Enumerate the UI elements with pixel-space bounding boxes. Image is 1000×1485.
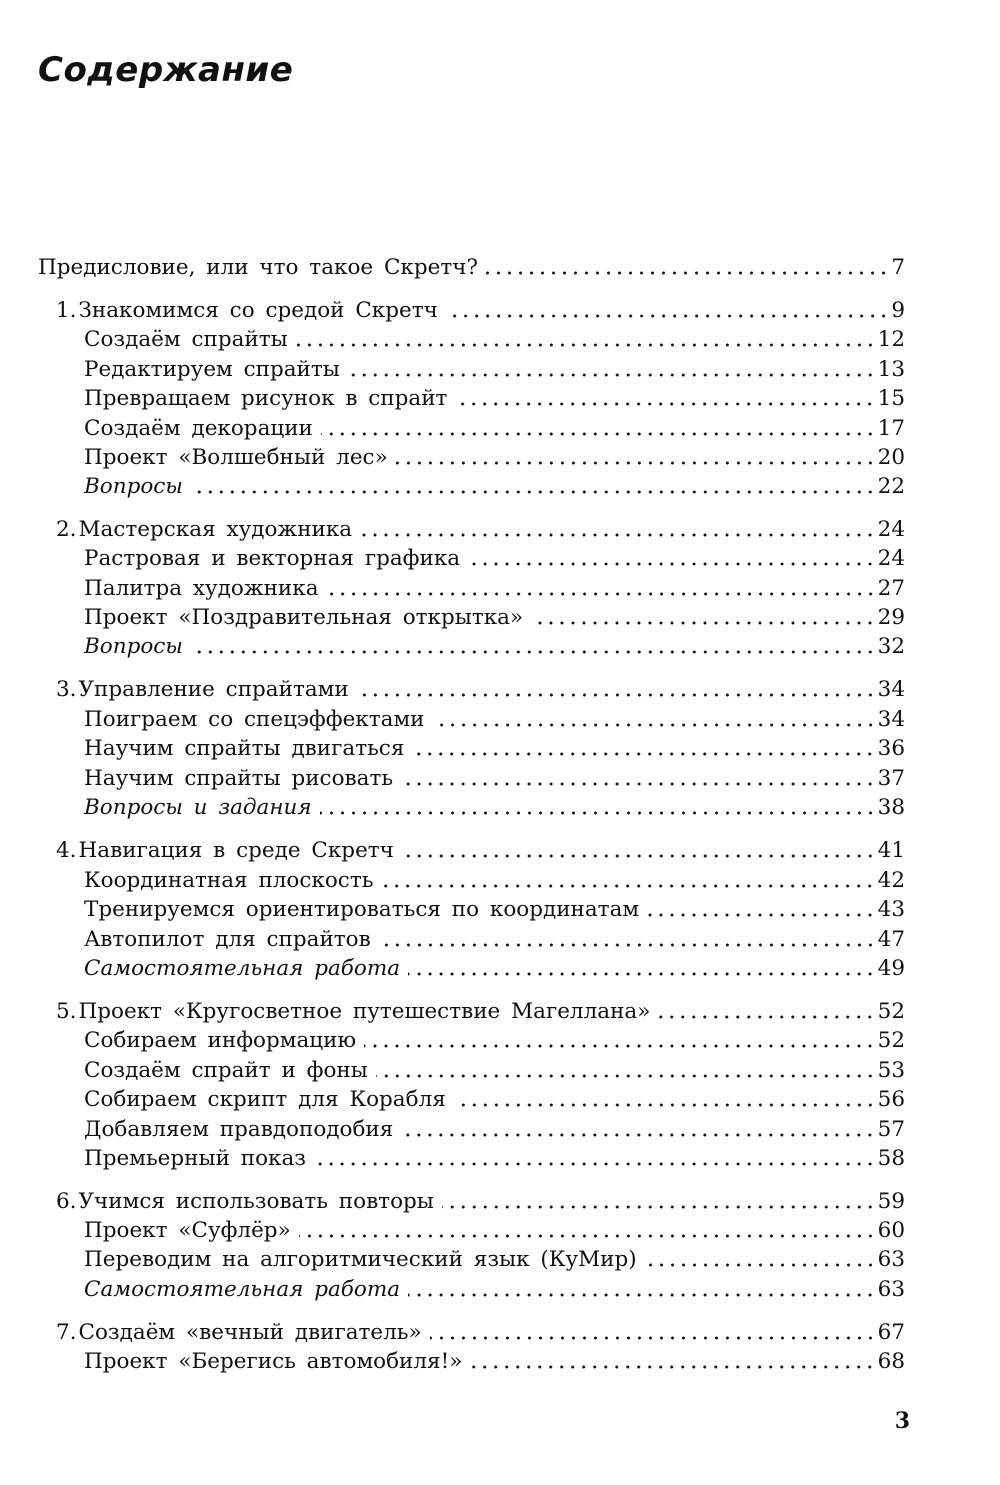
entry-page-number: 67 xyxy=(877,1319,905,1345)
entry-title: Навигация в среде Скретч xyxy=(78,837,394,863)
toc-section-entry[interactable] xyxy=(84,438,905,468)
dot-leader xyxy=(376,1074,876,1078)
toc-preface-entry[interactable] xyxy=(38,248,905,278)
dot-leader xyxy=(360,533,876,537)
entry-page-number: 9 xyxy=(891,297,905,323)
entry-page-number: 38 xyxy=(877,794,905,820)
entry-page-number: 63 xyxy=(877,1246,905,1272)
chapter-number: 3. xyxy=(56,676,77,702)
toc-section-entry[interactable] xyxy=(84,1021,905,1051)
entry-page-number: 57 xyxy=(877,1116,905,1142)
dot-leader xyxy=(314,1162,876,1166)
page-title: Содержание xyxy=(38,50,294,90)
entry-title: Редактируем спрайты xyxy=(84,356,340,382)
chapter-number: 4. xyxy=(56,837,77,863)
entry-page-number: 17 xyxy=(877,415,905,441)
toc-section-entry[interactable] xyxy=(84,788,905,818)
entry-title: Научим спрайты рисовать xyxy=(84,765,394,791)
entry-title: Учимся использовать повторы xyxy=(78,1188,434,1214)
entry-title: Проект «Поздравительная открытка» xyxy=(84,604,524,630)
entry-page-number: 63 xyxy=(877,1276,905,1302)
entry-page-number: 49 xyxy=(877,955,905,981)
entry-page-number: 24 xyxy=(877,545,905,571)
entry-title: Научим спрайты двигаться xyxy=(84,735,405,761)
toc-section-entry[interactable] xyxy=(84,1211,905,1241)
toc-section-entry[interactable] xyxy=(84,861,905,891)
toc-section-entry[interactable] xyxy=(84,627,905,657)
entry-page-number: 52 xyxy=(877,998,905,1024)
dot-leader xyxy=(396,461,876,465)
entry-page-number: 34 xyxy=(877,676,905,702)
dot-leader xyxy=(401,782,876,786)
dot-leader xyxy=(645,1263,876,1267)
entry-page-number: 15 xyxy=(877,385,905,411)
toc-section-entry[interactable] xyxy=(84,1342,905,1372)
entry-title: Проект «Кругосветное путешествие Магеллана» xyxy=(78,998,651,1024)
entry-page-number: 32 xyxy=(877,633,905,659)
entry-title: Самостоятельная работа xyxy=(84,1276,401,1302)
dot-leader xyxy=(296,343,876,347)
toc-section-entry[interactable] xyxy=(84,759,905,789)
entry-title: Управление спрайтами xyxy=(78,676,349,702)
entry-page-number: 36 xyxy=(877,735,905,761)
entry-page-number: 12 xyxy=(877,326,905,352)
entry-title: Автопилот для спрайтов xyxy=(84,926,371,952)
entry-page-number: 43 xyxy=(877,896,905,922)
dot-leader xyxy=(455,402,875,406)
entry-page-number: 20 xyxy=(877,444,905,470)
toc-section-entry[interactable] xyxy=(84,1240,905,1270)
entry-title: Превращаем рисунок в спрайт xyxy=(84,385,448,411)
dot-leader xyxy=(348,373,876,377)
entry-page-number: 58 xyxy=(877,1145,905,1171)
entry-title: Тренируемся ориентироваться по координатам xyxy=(84,896,640,922)
toc-section-entry[interactable] xyxy=(84,700,905,730)
entry-page-number: 34 xyxy=(877,706,905,732)
entry-page-number: 60 xyxy=(877,1217,905,1243)
entry-page-number: 13 xyxy=(877,356,905,382)
dot-leader xyxy=(430,1336,876,1340)
chapter-number: 2. xyxy=(56,516,77,542)
toc-section-entry[interactable] xyxy=(84,350,905,380)
entry-page-number: 52 xyxy=(877,1027,905,1053)
dot-leader xyxy=(401,1133,875,1137)
dot-leader xyxy=(364,1044,875,1048)
entry-title: Собираем информацию xyxy=(84,1027,357,1053)
entry-title: Вопросы xyxy=(84,473,183,499)
toc-section-entry[interactable] xyxy=(84,949,905,979)
entry-title: Знакомимся со средой Скретч xyxy=(78,297,438,323)
dot-leader xyxy=(320,811,876,815)
dot-leader xyxy=(647,913,876,917)
entry-title: Предисловие, или что такое Скретч? xyxy=(38,254,478,280)
entry-title: Мастерская художника xyxy=(78,516,353,542)
toc-chapter-entry[interactable] xyxy=(56,670,905,700)
toc-section-entry[interactable] xyxy=(84,1270,905,1300)
entry-page-number: 68 xyxy=(877,1348,905,1374)
dot-leader xyxy=(402,854,876,858)
entry-title: Создаём спрайты xyxy=(84,326,288,352)
entry-title: Премьерный показ xyxy=(84,1145,307,1171)
entry-title: Координатная плоскость xyxy=(84,867,374,893)
dot-leader xyxy=(408,972,876,976)
toc-section-entry[interactable] xyxy=(84,729,905,759)
dot-leader xyxy=(658,1015,875,1019)
entry-title: Создаём декорации xyxy=(84,415,313,441)
dot-leader xyxy=(433,723,876,727)
entry-page-number: 47 xyxy=(877,926,905,952)
entry-title: Поиграем со спецэффектами xyxy=(84,706,425,732)
chapter-number: 7. xyxy=(56,1319,77,1345)
dot-leader xyxy=(442,1205,876,1209)
dot-leader xyxy=(486,271,889,275)
dot-leader xyxy=(357,693,876,697)
dot-leader xyxy=(321,432,876,436)
toc-section-entry[interactable] xyxy=(84,890,905,920)
toc-section-entry[interactable] xyxy=(84,1139,905,1169)
entry-title: Самостоятельная работа xyxy=(84,955,401,981)
dot-leader xyxy=(299,1234,876,1238)
toc-section-entry[interactable] xyxy=(84,569,905,599)
entry-title: Палитра художника xyxy=(84,575,319,601)
entry-title: Проект «Суфлёр» xyxy=(84,1217,291,1243)
dot-leader xyxy=(379,943,876,947)
dot-leader xyxy=(446,314,889,318)
toc-chapter-entry[interactable] xyxy=(56,510,905,540)
entry-title: Проект «Волшебный лес» xyxy=(84,444,388,470)
entry-title: Вопросы xyxy=(84,633,183,659)
entry-title: Вопросы и задания xyxy=(84,794,312,820)
toc-section-entry[interactable] xyxy=(84,1051,905,1081)
dot-leader xyxy=(327,592,876,596)
entry-page-number: 56 xyxy=(877,1086,905,1112)
dot-leader xyxy=(191,650,876,654)
dot-leader xyxy=(191,490,876,494)
dot-leader xyxy=(531,621,875,625)
toc-section-entry[interactable] xyxy=(84,379,905,409)
toc-chapter-entry[interactable] xyxy=(56,1313,905,1343)
entry-title: Создаём спрайт и фоны xyxy=(84,1057,368,1083)
toc-section-entry[interactable] xyxy=(84,320,905,350)
toc-section-entry[interactable] xyxy=(84,539,905,569)
page-number: 3 xyxy=(894,1408,910,1434)
entry-title: Переводим на алгоритмический язык (КуМир) xyxy=(84,1246,637,1272)
entry-page-number: 27 xyxy=(877,575,905,601)
toc-chapter-entry[interactable] xyxy=(56,1182,905,1212)
toc-chapter-entry[interactable] xyxy=(56,831,905,861)
toc-section-entry[interactable] xyxy=(84,409,905,439)
entry-title: Растровая и векторная графика xyxy=(84,545,461,571)
dot-leader xyxy=(381,884,875,888)
entry-title: Проект «Берегись автомобиля!» xyxy=(84,1348,463,1374)
entry-page-number: 53 xyxy=(877,1057,905,1083)
entry-page-number: 41 xyxy=(877,837,905,863)
entry-page-number: 24 xyxy=(877,516,905,542)
entry-page-number: 37 xyxy=(877,765,905,791)
chapter-number: 5. xyxy=(56,998,77,1024)
entry-page-number: 59 xyxy=(877,1188,905,1214)
chapter-number: 6. xyxy=(56,1188,77,1214)
toc-section-entry[interactable] xyxy=(84,598,905,628)
entry-page-number: 42 xyxy=(877,867,905,893)
entry-title: Добавляем правдоподобия xyxy=(84,1116,394,1142)
entry-page-number: 7 xyxy=(891,254,905,280)
toc-section-entry[interactable] xyxy=(84,1080,905,1110)
chapter-number: 1. xyxy=(56,297,77,323)
toc-section-entry[interactable] xyxy=(84,920,905,950)
entry-page-number: 29 xyxy=(877,604,905,630)
entry-page-number: 22 xyxy=(877,473,905,499)
toc-section-entry[interactable] xyxy=(84,467,905,497)
dot-leader xyxy=(454,1103,876,1107)
toc-section-entry[interactable] xyxy=(84,1110,905,1140)
entry-title: Собираем скрипт для Корабля xyxy=(84,1086,446,1112)
entry-title: Создаём «вечный двигатель» xyxy=(78,1319,422,1345)
dot-leader xyxy=(412,752,875,756)
toc-chapter-entry[interactable] xyxy=(56,291,905,321)
dot-leader xyxy=(470,1365,875,1369)
dot-leader xyxy=(408,1293,876,1297)
dot-leader xyxy=(468,562,876,566)
toc-chapter-entry[interactable] xyxy=(56,992,905,1022)
